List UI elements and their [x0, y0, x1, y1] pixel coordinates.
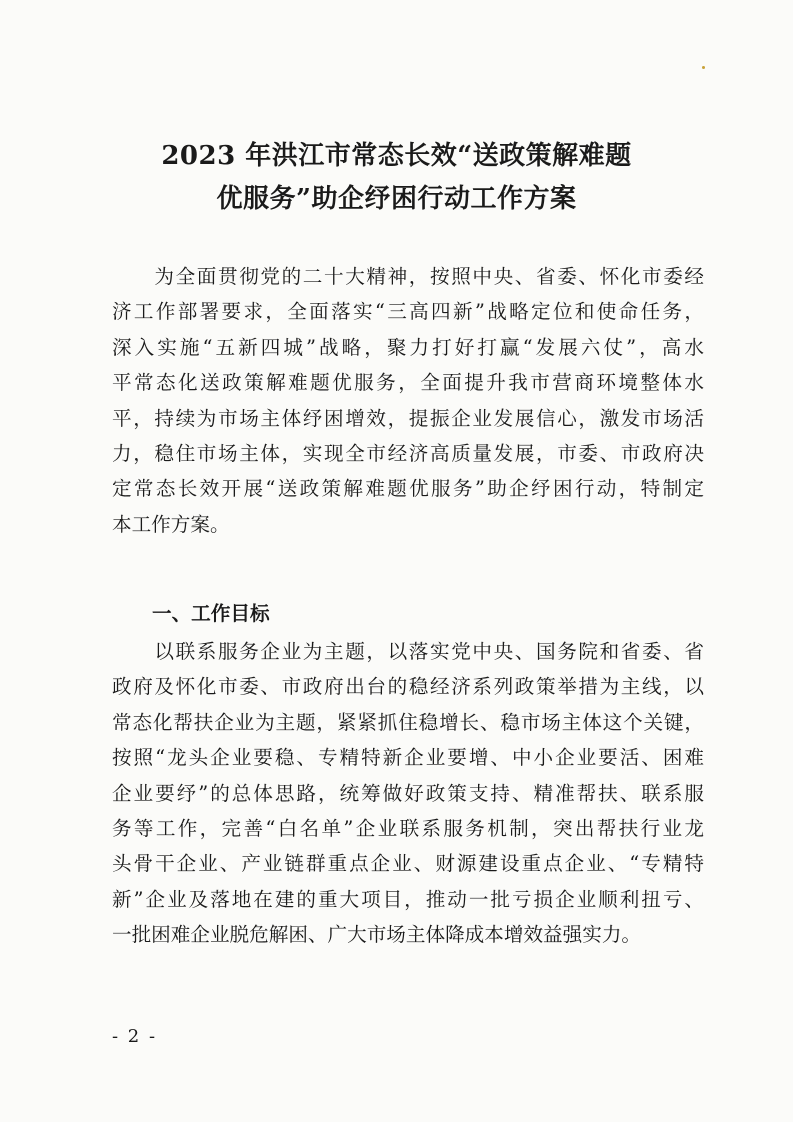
paragraph-line: 济工作部署要求，全面落实“三高四新”战略定位和使命任务， [112, 300, 704, 324]
page-number: - 2 - [112, 1026, 158, 1047]
paragraph-line: 按照“龙头企业要稳、专精特新企业要增、中小企业要活、困难 [112, 746, 704, 770]
paragraph-line: 为全面贯彻党的二十大精神，按照中央、省委、怀化市委经 [112, 265, 704, 288]
paragraph-line: 企业要纾”的总体思路，统筹做好政策支持、精准帮扶、联系服 [112, 781, 704, 805]
paragraph-line: 新”企业及落地在建的重大项目，推动一批亏损企业顺利扭亏、 [112, 887, 704, 911]
work-goals-paragraph [112, 634, 704, 953]
intro-paragraph [112, 259, 704, 542]
scan-speck [702, 66, 705, 69]
paragraph-line: 定常态长效开展“送政策解难题优服务”助企纾困行动，特制定 [112, 477, 704, 501]
paragraph-line: 务等工作，完善“白名单”企业联系服务机制，突出帮扶行业龙 [112, 817, 704, 841]
document-title-line-2: 优服务”助企纾困行动工作方案 [216, 184, 577, 214]
paragraph-line: 平常态化送政策解难题优服务，全面提升我市营商环境整体水 [112, 371, 704, 395]
paragraph-line: 常态化帮扶企业为主题，紧紧抓住稳增长、稳市场主体这个关键， [112, 710, 704, 734]
document-title-line-1: 2023 年洪江市常态长效“送政策解难题 [161, 141, 632, 171]
paragraph-line: 深入实施“五新四城”战略，聚力打好打赢“发展六仗”，高水 [112, 335, 704, 359]
section-heading-work-goals: 一、工作目标 [152, 602, 270, 625]
paragraph-line: 以联系服务企业为主题，以落实党中央、国务院和省委、省 [112, 640, 704, 663]
paragraph-line: 头骨干企业、产业链群重点企业、财源建设重点企业、“专精特 [112, 852, 704, 876]
paragraph-line: 一批困难企业脱危解困、广大市场主体降成本增效益强实力。 [112, 923, 642, 947]
paragraph-line: 政府及怀化市委、市政府出台的稳经济系列政策举措为主线，以 [112, 675, 704, 699]
paragraph-line: 力，稳住市场主体，实现全市经济高质量发展，市委、市政府决 [112, 442, 704, 466]
paragraph-line: 本工作方案。 [112, 512, 230, 536]
paragraph-line: 平，持续为市场主体纾困增效，提振企业发展信心，激发市场活 [112, 406, 704, 430]
